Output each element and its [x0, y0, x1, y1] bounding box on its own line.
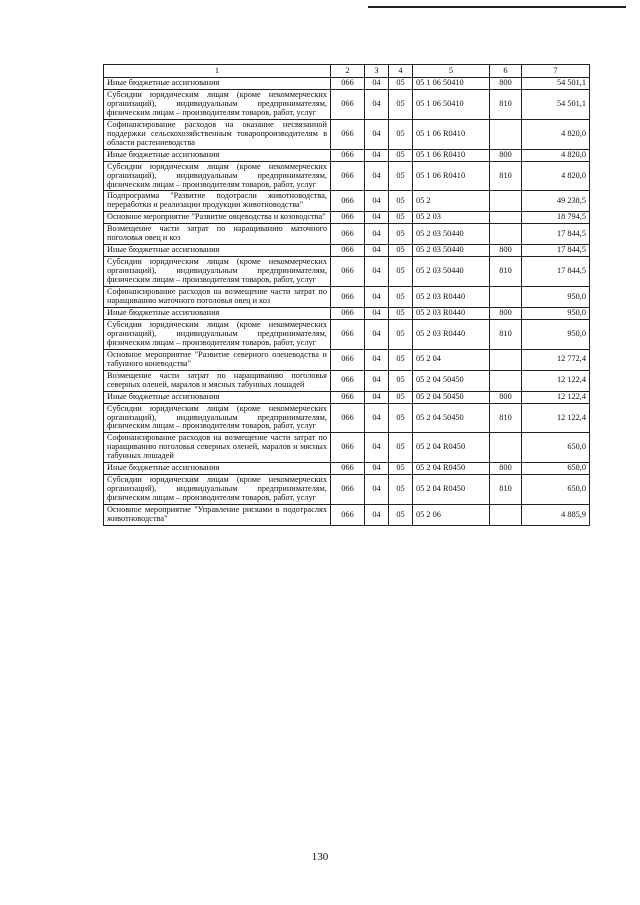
row-name-cell: Иные бюджетные ассигнования	[104, 307, 331, 319]
row-name-cell: Возмещение части затрат по наращиванию поголовья северных оленей, маралов и мясных табунных лошадей	[104, 370, 331, 391]
row-target-article-cell: 05 2 04 R0450	[413, 433, 490, 463]
row-target-article-cell: 05 2 03	[413, 212, 490, 224]
row-amount-cell: 4 820,0	[522, 149, 590, 161]
row-amount-cell: 12 122,4	[522, 391, 590, 403]
row-expense-type-cell: 810	[490, 89, 522, 119]
row-section-cell: 04	[365, 257, 389, 287]
row-amount-cell: 950,0	[522, 287, 590, 308]
row-amount-cell: 4 820,0	[522, 161, 590, 191]
table-row	[104, 149, 590, 161]
row-code-cell: 066	[331, 287, 365, 308]
row-target-article-cell: 05 2 03 50440	[413, 257, 490, 287]
row-code-cell: 066	[331, 149, 365, 161]
row-expense-type-cell: 810	[490, 161, 522, 191]
row-amount-cell: 650,0	[522, 433, 590, 463]
row-code-cell: 066	[331, 307, 365, 319]
row-name-cell: Возмещение части затрат по наращиванию маточного поголовья овец и коз	[104, 224, 331, 245]
header-cell: 1	[104, 65, 331, 78]
row-name-cell: Иные бюджетные ассигнования	[104, 149, 331, 161]
row-subsection-cell: 05	[389, 224, 413, 245]
row-target-article-cell: 05 2 04 R0450	[413, 475, 490, 505]
row-expense-type-cell: 800	[490, 78, 522, 90]
table-row	[104, 391, 590, 403]
row-expense-type-cell	[490, 191, 522, 212]
table-row	[104, 433, 590, 463]
row-subsection-cell: 05	[389, 149, 413, 161]
row-code-cell: 066	[331, 191, 365, 212]
row-amount-cell: 17 844,5	[522, 257, 590, 287]
row-target-article-cell: 05 2	[413, 191, 490, 212]
row-section-cell: 04	[365, 349, 389, 370]
row-subsection-cell: 05	[389, 349, 413, 370]
row-expense-type-cell	[490, 224, 522, 245]
row-amount-cell: 18 794,5	[522, 212, 590, 224]
row-amount-cell: 54 501,1	[522, 78, 590, 90]
table-row	[104, 119, 590, 149]
row-subsection-cell: 05	[389, 287, 413, 308]
row-target-article-cell: 05 2 03 50440	[413, 224, 490, 245]
row-code-cell: 066	[331, 391, 365, 403]
row-target-article-cell: 05 2 03 50440	[413, 245, 490, 257]
row-target-article-cell: 05 2 03 R0440	[413, 307, 490, 319]
row-code-cell: 066	[331, 349, 365, 370]
page-number: 130	[311, 851, 329, 863]
table-row	[104, 89, 590, 119]
row-section-cell: 04	[365, 119, 389, 149]
row-name-cell: Основное мероприятие "Управление рисками в подотраслях животноводства"	[104, 505, 331, 526]
row-subsection-cell: 05	[389, 319, 413, 349]
row-subsection-cell: 05	[389, 78, 413, 90]
row-subsection-cell: 05	[389, 403, 413, 433]
row-amount-cell: 49 238,5	[522, 191, 590, 212]
row-name-cell: Софинансирование расходов на возмещение части затрат по наращиванию поголовья северных оленей, маралов и мясных табунных лошадей	[104, 433, 331, 463]
row-subsection-cell: 05	[389, 307, 413, 319]
row-target-article-cell: 05 2 04	[413, 349, 490, 370]
row-name-cell: Субсидии юридическим лицам (кроме некоммерческих организаций), индивидуальным предпринимателям, физическим лицам – производителям товаров, работ, услуг	[104, 475, 331, 505]
table-row	[104, 463, 590, 475]
row-code-cell: 066	[331, 212, 365, 224]
row-amount-cell: 12 772,4	[522, 349, 590, 370]
row-expense-type-cell: 810	[490, 403, 522, 433]
header-cell: 6	[490, 65, 522, 78]
row-amount-cell: 4 885,9	[522, 505, 590, 526]
header-cell: 4	[389, 65, 413, 78]
table-row	[104, 245, 590, 257]
row-section-cell: 04	[365, 245, 389, 257]
row-subsection-cell: 05	[389, 463, 413, 475]
row-name-cell: Субсидии юридическим лицам (кроме некоммерческих организаций), индивидуальным предпринимателям, физическим лицам – производителям товаров, работ, услуг	[104, 257, 331, 287]
row-target-article-cell: 05 2 03 R0440	[413, 319, 490, 349]
table-row	[104, 257, 590, 287]
row-section-cell: 04	[365, 78, 389, 90]
row-expense-type-cell: 800	[490, 149, 522, 161]
row-section-cell: 04	[365, 191, 389, 212]
row-name-cell: Субсидии юридическим лицам (кроме некоммерческих организаций), индивидуальным предпринимателям, физическим лицам – производителям товаров, работ, услуг	[104, 89, 331, 119]
row-expense-type-cell: 800	[490, 307, 522, 319]
row-subsection-cell: 05	[389, 391, 413, 403]
header-cell: 5	[413, 65, 490, 78]
row-section-cell: 04	[365, 433, 389, 463]
row-name-cell: Иные бюджетные ассигнования	[104, 391, 331, 403]
row-section-cell: 04	[365, 287, 389, 308]
row-subsection-cell: 05	[389, 191, 413, 212]
row-code-cell: 066	[331, 89, 365, 119]
row-expense-type-cell	[490, 287, 522, 308]
row-expense-type-cell: 800	[490, 245, 522, 257]
row-code-cell: 066	[331, 463, 365, 475]
row-section-cell: 04	[365, 475, 389, 505]
row-subsection-cell: 05	[389, 119, 413, 149]
header-cell: 7	[522, 65, 590, 78]
row-section-cell: 04	[365, 212, 389, 224]
row-amount-cell: 12 122,4	[522, 370, 590, 391]
row-amount-cell: 650,0	[522, 475, 590, 505]
table-row	[104, 78, 590, 90]
row-name-cell: Субсидии юридическим лицам (кроме некоммерческих организаций), индивидуальным предпринимателям, физическим лицам – производителям товаров, работ, услуг	[104, 161, 331, 191]
table-row	[104, 161, 590, 191]
row-target-article-cell: 05 2 04 R0450	[413, 463, 490, 475]
row-expense-type-cell: 810	[490, 319, 522, 349]
row-name-cell: Основное мероприятие "Развитие северного оленеводства и табунного коневодства"	[104, 349, 331, 370]
row-amount-cell: 650,0	[522, 463, 590, 475]
row-target-article-cell: 05 1 06 R0410	[413, 161, 490, 191]
row-section-cell: 04	[365, 403, 389, 433]
row-amount-cell: 12 122,4	[522, 403, 590, 433]
row-code-cell: 066	[331, 433, 365, 463]
row-name-cell: Подпрограмма "Развитие подотрасли животноводства, переработки и реализации продукции животноводства"	[104, 191, 331, 212]
row-name-cell: Субсидии юридическим лицам (кроме некоммерческих организаций), индивидуальным предпринимателям, физическим лицам – производителям товаров, работ, услуг	[104, 319, 331, 349]
top-rule	[368, 6, 626, 8]
row-target-article-cell: 05 2 06	[413, 505, 490, 526]
row-code-cell: 066	[331, 403, 365, 433]
row-name-cell: Софинансирование расходов на возмещение части затрат по наращиванию маточного поголовья овец и коз	[104, 287, 331, 308]
table-row	[104, 287, 590, 308]
table-row	[104, 224, 590, 245]
row-section-cell: 04	[365, 319, 389, 349]
table-row	[104, 349, 590, 370]
header-cell: 3	[365, 65, 389, 78]
row-section-cell: 04	[365, 89, 389, 119]
budget-table	[103, 64, 590, 526]
row-name-cell: Иные бюджетные ассигнования	[104, 78, 331, 90]
row-code-cell: 066	[331, 257, 365, 287]
row-code-cell: 066	[331, 224, 365, 245]
row-subsection-cell: 05	[389, 161, 413, 191]
table-row	[104, 403, 590, 433]
row-section-cell: 04	[365, 161, 389, 191]
row-code-cell: 066	[331, 245, 365, 257]
row-expense-type-cell	[490, 505, 522, 526]
row-amount-cell: 4 820,0	[522, 119, 590, 149]
row-amount-cell: 950,0	[522, 307, 590, 319]
row-subsection-cell: 05	[389, 433, 413, 463]
row-target-article-cell: 05 1 06 R0410	[413, 149, 490, 161]
row-section-cell: 04	[365, 505, 389, 526]
table-row	[104, 212, 590, 224]
row-code-cell: 066	[331, 319, 365, 349]
row-expense-type-cell	[490, 212, 522, 224]
row-code-cell: 066	[331, 161, 365, 191]
row-expense-type-cell: 800	[490, 391, 522, 403]
row-section-cell: 04	[365, 224, 389, 245]
row-target-article-cell: 05 2 03 R0440	[413, 287, 490, 308]
row-code-cell: 066	[331, 505, 365, 526]
row-section-cell: 04	[365, 149, 389, 161]
table-row	[104, 307, 590, 319]
row-amount-cell: 17 844,5	[522, 245, 590, 257]
row-name-cell: Основное мероприятие "Развитие овцеводства и козоводства"	[104, 212, 331, 224]
row-expense-type-cell: 800	[490, 463, 522, 475]
row-subsection-cell: 05	[389, 475, 413, 505]
row-amount-cell: 950,0	[522, 319, 590, 349]
row-target-article-cell: 05 1 06 R0410	[413, 119, 490, 149]
row-amount-cell: 54 501,1	[522, 89, 590, 119]
row-expense-type-cell	[490, 119, 522, 149]
row-section-cell: 04	[365, 463, 389, 475]
table-row	[104, 370, 590, 391]
row-section-cell: 04	[365, 391, 389, 403]
row-target-article-cell: 05 2 04 50450	[413, 403, 490, 433]
row-subsection-cell: 05	[389, 89, 413, 119]
row-code-cell: 066	[331, 119, 365, 149]
row-section-cell: 04	[365, 307, 389, 319]
row-subsection-cell: 05	[389, 505, 413, 526]
row-subsection-cell: 05	[389, 245, 413, 257]
row-name-cell: Иные бюджетные ассигнования	[104, 463, 331, 475]
row-target-article-cell: 05 1 06 50410	[413, 78, 490, 90]
row-target-article-cell: 05 2 04 50450	[413, 391, 490, 403]
header-row	[104, 65, 590, 78]
header-cell: 2	[331, 65, 365, 78]
table-row	[104, 475, 590, 505]
row-subsection-cell: 05	[389, 257, 413, 287]
row-name-cell: Субсидии юридическим лицам (кроме некоммерческих организаций), индивидуальным предпринимателям, физическим лицам – производителям товаров, работ, услуг	[104, 403, 331, 433]
row-target-article-cell: 05 2 04 50450	[413, 370, 490, 391]
table-row	[104, 191, 590, 212]
row-section-cell: 04	[365, 370, 389, 391]
row-expense-type-cell	[490, 433, 522, 463]
row-name-cell: Иные бюджетные ассигнования	[104, 245, 331, 257]
row-expense-type-cell: 810	[490, 257, 522, 287]
row-code-cell: 066	[331, 475, 365, 505]
row-code-cell: 066	[331, 370, 365, 391]
row-amount-cell: 17 844,5	[522, 224, 590, 245]
table-row	[104, 319, 590, 349]
row-expense-type-cell	[490, 349, 522, 370]
row-expense-type-cell	[490, 370, 522, 391]
row-expense-type-cell: 810	[490, 475, 522, 505]
table-row	[104, 505, 590, 526]
row-target-article-cell: 05 1 06 50410	[413, 89, 490, 119]
row-name-cell: Софинансирование расходов на оказание несвязанной поддержки сельскохозяйственным товаропроизводителям в области растениеводства	[104, 119, 331, 149]
row-code-cell: 066	[331, 78, 365, 90]
row-subsection-cell: 05	[389, 212, 413, 224]
row-subsection-cell: 05	[389, 370, 413, 391]
